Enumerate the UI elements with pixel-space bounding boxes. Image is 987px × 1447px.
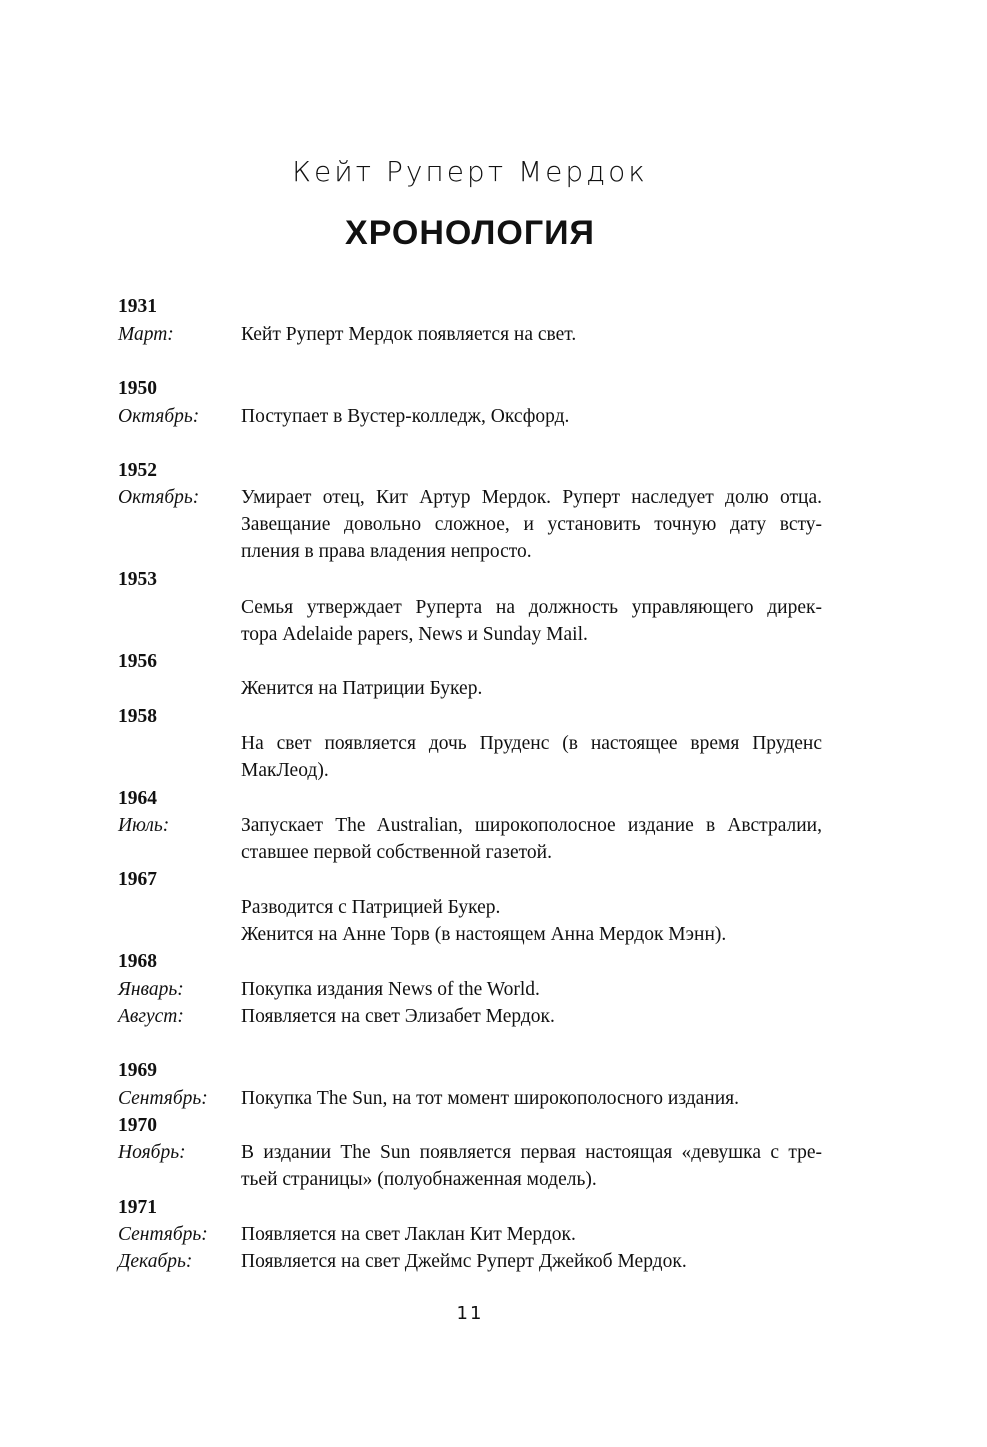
page-number: 11	[456, 1303, 484, 1324]
event-text-line: пления в права владения непросто.	[241, 541, 532, 562]
author-name: Кейт Руперт Мердок	[292, 155, 648, 188]
year-heading: 1968	[118, 951, 157, 972]
year-heading: 1953	[118, 569, 157, 590]
year-heading: 1971	[118, 1197, 157, 1218]
event-text-line: Появляется на свет Лаклан Кит Мердок.	[241, 1224, 576, 1245]
event-month: Сентябрь:	[118, 1088, 208, 1109]
event-text-line: Умирает отец, Кит Артур Мердок. Руперт наследует долю отца.	[241, 487, 822, 508]
event-text-line: В издании The Sun появляется первая настоящая «девушка с тре-	[241, 1142, 822, 1163]
year-heading: 1952	[118, 460, 157, 481]
year-heading: 1950	[118, 378, 157, 399]
event-month: Ноябрь:	[118, 1142, 186, 1163]
year-heading: 1956	[118, 651, 157, 672]
event-text-line: тора Adelaide papers, News и Sunday Mail.	[241, 624, 588, 645]
event-text-line: Поступает в Вустер-колледж, Оксфорд.	[241, 406, 570, 427]
event-text-line: Женится на Анне Торв (в настоящем Анна Мердок Мэнн).	[241, 924, 727, 945]
event-text-line: Кейт Руперт Мердок появляется на свет.	[241, 324, 577, 345]
event-text-line: Покупка издания News of the World.	[241, 979, 540, 1000]
page-title: ХРОНОЛОГИЯ	[345, 214, 595, 252]
year-heading: 1931	[118, 296, 157, 317]
event-month: Октябрь:	[118, 487, 200, 508]
event-text-line: Разводится с Патрицией Букер.	[241, 897, 501, 918]
year-heading: 1967	[118, 869, 157, 890]
event-text-line: Женится на Патриции Букер.	[241, 678, 483, 699]
event-month: Январь:	[118, 979, 184, 1000]
event-text-line: ставшее первой собственной газетой.	[241, 842, 552, 863]
event-month: Сентябрь:	[118, 1224, 208, 1245]
event-month: Декабрь:	[118, 1251, 193, 1272]
event-text-line: На свет появляется дочь Пруденс (в настоящее время Пруденс	[241, 733, 822, 754]
event-text-line: Запускает The Australian, широкополосное издание в Австралии,	[241, 815, 822, 836]
event-month: Март:	[118, 324, 174, 345]
year-heading: 1958	[118, 706, 157, 727]
event-month: Октябрь:	[118, 406, 200, 427]
event-text-line: Покупка The Sun, на тот момент широкополосного издания.	[241, 1088, 740, 1109]
event-text-line: Семья утверждает Руперта на должность управляющего дирек-	[241, 597, 822, 618]
event-text-line: Появляется на свет Джеймс Руперт Джейкоб Мердок.	[241, 1251, 687, 1272]
year-heading: 1970	[118, 1115, 157, 1136]
year-heading: 1964	[118, 788, 157, 809]
event-month: Август:	[118, 1006, 184, 1027]
event-text-line: Завещание довольно сложное, и установить точную дату всту-	[241, 514, 822, 535]
event-text-line: Появляется на свет Элизабет Мердок.	[241, 1006, 555, 1027]
year-heading: 1969	[118, 1060, 157, 1081]
event-text-line: МакЛеод).	[241, 760, 329, 781]
event-month: Июль:	[118, 815, 170, 836]
event-text-line: тьей страницы» (полуобнаженная модель).	[241, 1169, 597, 1190]
